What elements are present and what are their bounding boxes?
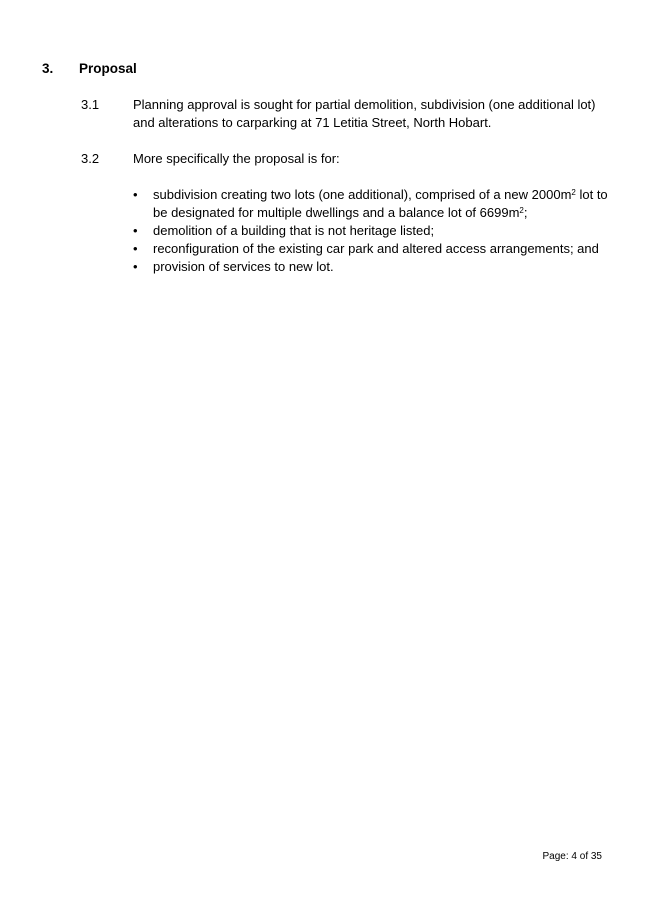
bullet-icon: • bbox=[133, 187, 138, 202]
list-item bbox=[133, 186, 608, 222]
list-item-text bbox=[153, 187, 608, 220]
paragraph-number: 3.1 bbox=[81, 97, 100, 112]
bullet-icon: • bbox=[133, 241, 138, 256]
paragraph-3-2 bbox=[81, 150, 611, 168]
proposal-bullet-list bbox=[133, 186, 608, 276]
list-item-text-part: lot to be designated for multiple dwellings and a balance lot of 6699m bbox=[153, 187, 608, 220]
section-number: 3. bbox=[42, 61, 54, 76]
list-item-text: demolition of a building that is not heritage listed; bbox=[153, 223, 435, 238]
paragraph-3-1 bbox=[81, 96, 611, 132]
bullet-icon: • bbox=[133, 223, 138, 238]
list-item-text-part: ; bbox=[523, 205, 528, 220]
bullet-icon: • bbox=[133, 259, 138, 274]
list-item bbox=[133, 240, 608, 258]
list-item bbox=[133, 222, 608, 240]
paragraph-number: 3.2 bbox=[81, 151, 100, 166]
section-title: Proposal bbox=[79, 61, 137, 76]
paragraph-text: More specifically the proposal is for: bbox=[133, 151, 340, 166]
list-item-text: reconfiguration of the existing car park and altered access arrangements; and bbox=[153, 241, 599, 256]
superscript: 2 bbox=[519, 206, 524, 215]
list-item bbox=[133, 258, 608, 276]
page-number: Page: 4 of 35 bbox=[542, 851, 602, 862]
list-item-text: provision of services to new lot. bbox=[153, 259, 334, 274]
paragraph-text: Planning approval is sought for partial demolition, subdivision (one additional lot) and alterations to carparking at 71 Letitia Street, North Hobart. bbox=[133, 97, 596, 130]
list-item-text-part: subdivision creating two lots (one additional), comprised of a new 2000m bbox=[153, 187, 572, 202]
superscript: 2 bbox=[571, 188, 576, 197]
